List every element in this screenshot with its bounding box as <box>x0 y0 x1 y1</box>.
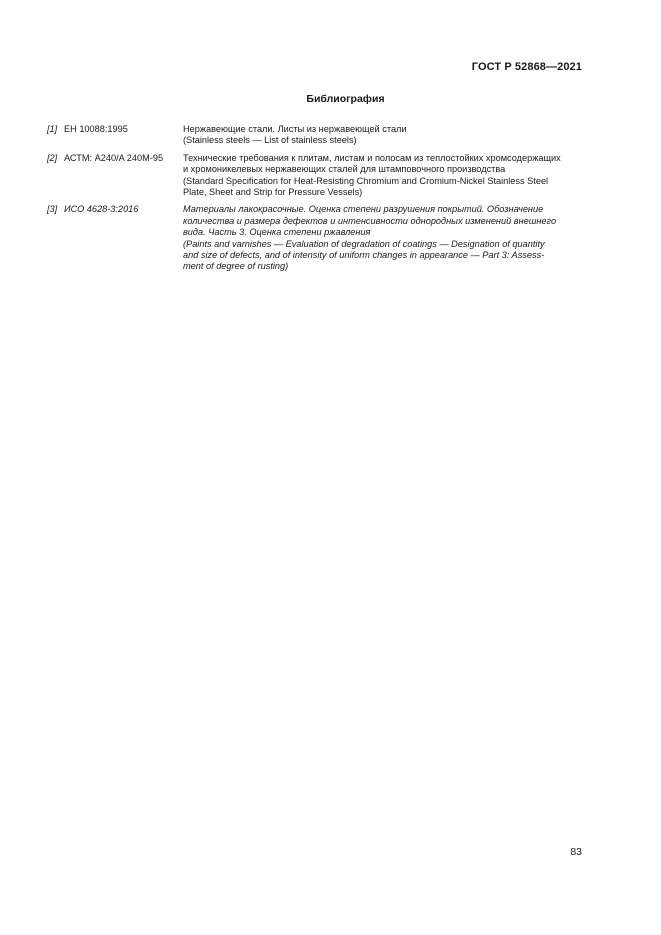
entry-number: [2] <box>47 152 58 163</box>
page-number: 83 <box>570 846 582 858</box>
entry-line: (Standard Specification for Heat-Resisting Chromium and Cromium-Nickel Stainless Steel <box>183 175 549 186</box>
entry-line: (Paints and varnishes — Evaluation of degradation of coatings — Designation of quantity <box>183 238 545 249</box>
entry-number: [3] <box>47 204 58 215</box>
document-code: ГОСТ Р 52868—2021 <box>471 61 582 73</box>
entry-description <box>183 204 585 272</box>
section-title: Библиография <box>306 93 385 105</box>
entry-line: and size of defects, and of intensity of uniform changes in appearance — Part 3: Assess- <box>183 250 545 261</box>
entry-line: Технические требования к плитам, листам и полосам из теплостойких хромсодержащих <box>183 152 561 163</box>
entry-line: и хромоникелевых нержавеющих сталей для штамповочного производства <box>183 164 506 175</box>
entry-line: Plate, Sheet and Strip for Pressure Vessels) <box>183 187 363 198</box>
entry-description <box>183 153 585 199</box>
entry-standard-code: ИСО 4628-3:2016 <box>64 204 139 215</box>
bibliography-entry <box>47 204 585 272</box>
entry-standard-code: ЕН 10088:1995 <box>64 124 128 134</box>
bibliography-entry <box>47 153 585 199</box>
bibliography-list <box>47 124 585 279</box>
entry-description <box>183 124 585 147</box>
entry-line: Нержавеющие стали. Листы из нержавеющей стали <box>183 124 407 134</box>
entry-standard-code: АСТМ: A240/A 240M-95 <box>64 152 164 163</box>
entry-number: [1] <box>47 124 58 134</box>
entry-line: ment of degree of rusting) <box>183 261 289 272</box>
bibliography-entry <box>47 124 585 147</box>
entry-line: вида. Часть 3. Оценка степени ржавления <box>183 227 371 238</box>
entry-line: Материалы лакокрасочные. Оценка степени разрушения покрытий. Обозначение <box>183 204 544 215</box>
entry-line: (Stainless steels — List of stainless steels) <box>183 135 357 146</box>
entry-line: количества и размера дефектов и интенсивности однородных изменений внешнего <box>183 215 557 226</box>
